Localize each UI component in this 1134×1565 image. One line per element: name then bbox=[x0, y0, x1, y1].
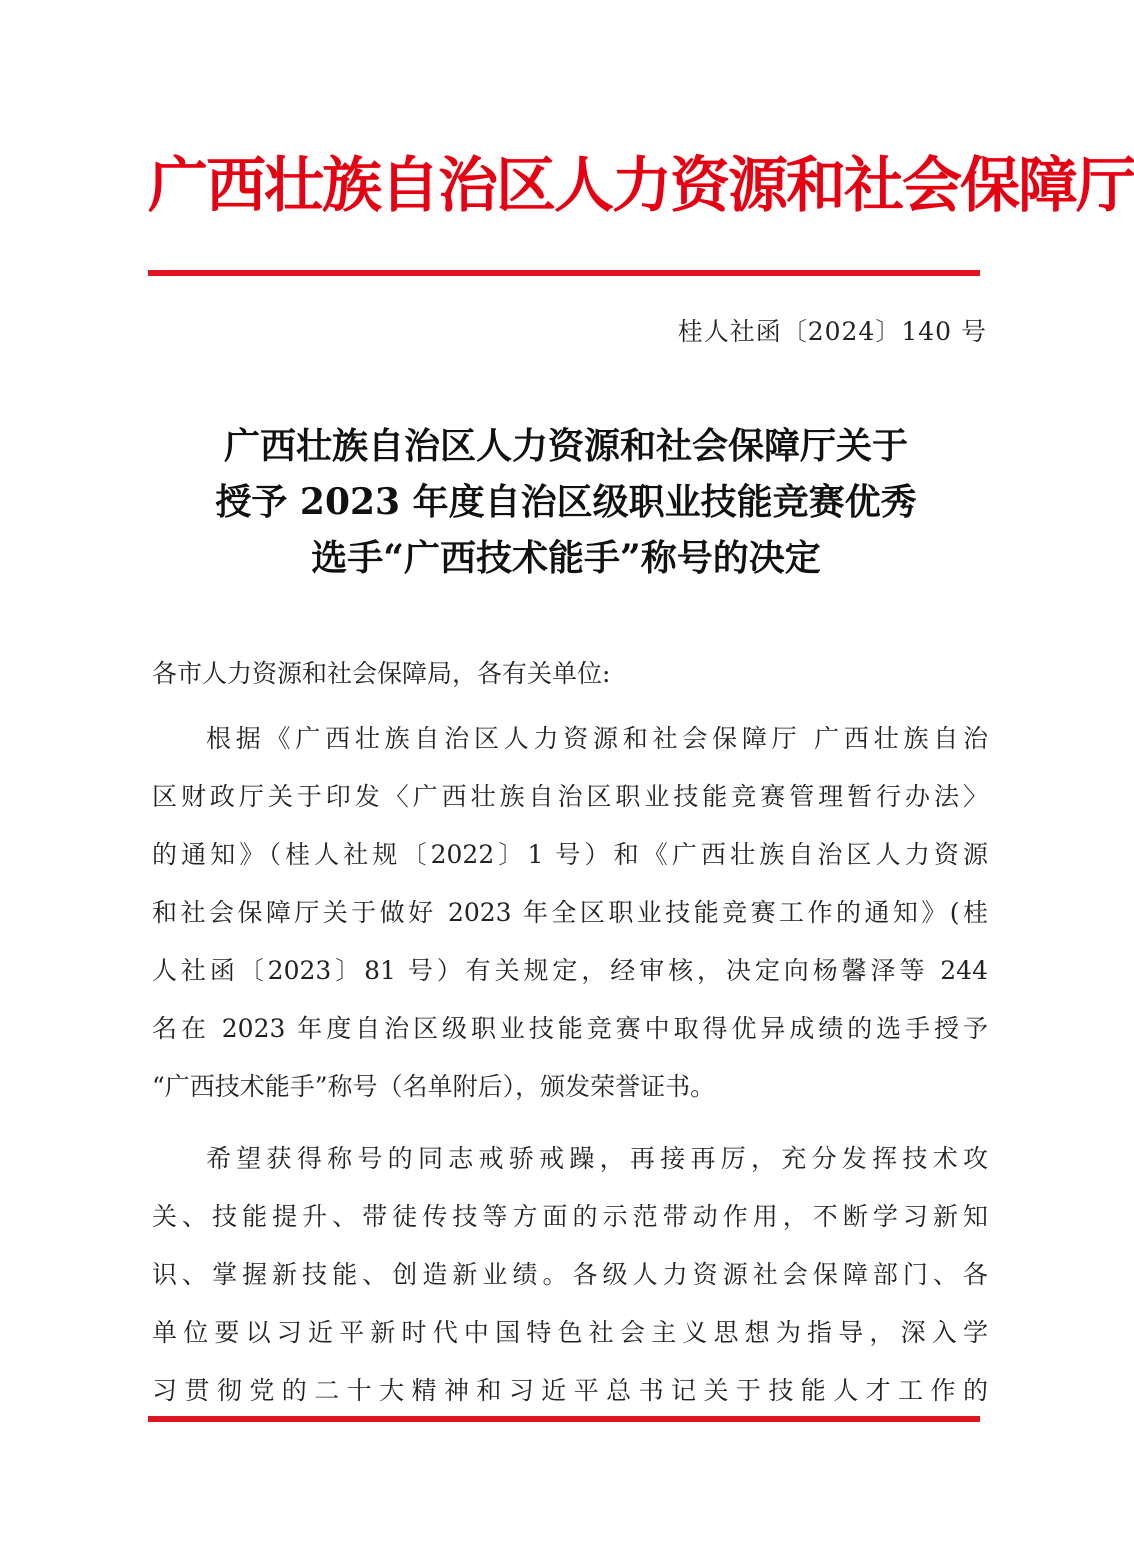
document-number: 桂人社函〔2024〕140 号 bbox=[677, 317, 987, 346]
text-line: 识、掌握新技能、创造新业绩。各级人力资源社会保障部门、各 bbox=[152, 1260, 988, 1289]
title-line: 选手“广西技术能手”称号的决定 bbox=[311, 537, 821, 579]
salutation: 各市人力资源和社会保障局，各有关单位: bbox=[152, 659, 611, 688]
letterhead-rule-bottom bbox=[148, 1416, 980, 1422]
text-line: 的通知》（桂人社规〔2022〕1 号）和《广西壮族自治区人力资源 bbox=[152, 840, 988, 869]
letterhead-title: 广西壮族自治区人力资源和社会保障厅 bbox=[148, 151, 1134, 221]
text-line: 习贯彻党的二十大精神和习近平总书记关于技能人才工作的 bbox=[152, 1376, 988, 1405]
text-line: 人社函〔2023〕81 号）有关规定，经审核，决定向杨馨泽等 244 bbox=[152, 956, 988, 985]
text-line: 区财政厅关于印发〈广西壮族自治区职业技能竞赛管理暂行办法〉 bbox=[152, 782, 988, 811]
paragraph bbox=[152, 1130, 988, 1420]
paragraph bbox=[152, 710, 988, 1116]
document-title bbox=[130, 418, 1002, 586]
title-line: 广西壮族自治区人力资源和社会保障厅关于 bbox=[223, 425, 908, 467]
text-line: 名在 2023 年度自治区级职业技能竞赛中取得优异成绩的选手授予 bbox=[152, 1014, 988, 1043]
text-line: 和社会保障厅关于做好 2023 年全区职业技能竞赛工作的通知》(桂 bbox=[152, 898, 988, 927]
text-line: 关、技能提升、带徒传技等方面的示范带动作用，不断学习新知 bbox=[152, 1202, 988, 1231]
title-line: 授予 2023 年度自治区级职业技能竞赛优秀 bbox=[215, 481, 917, 523]
text-line: 希望获得称号的同志戒骄戒躁，再接再厉，充分发挥技术攻 bbox=[206, 1144, 988, 1173]
paragraph-gap bbox=[152, 1116, 988, 1130]
text-line: 根据《广西壮族自治区人力资源和社会保障厅 广西壮族自治 bbox=[206, 724, 988, 753]
text-line: “广西技术能手”称号（名单附后），颁发荣誉证书。 bbox=[152, 1072, 716, 1101]
text-line: 单位要以习近平新时代中国特色社会主义思想为指导，深入学 bbox=[152, 1318, 988, 1347]
body-text bbox=[152, 710, 988, 1420]
letterhead-rule-top bbox=[148, 270, 980, 276]
